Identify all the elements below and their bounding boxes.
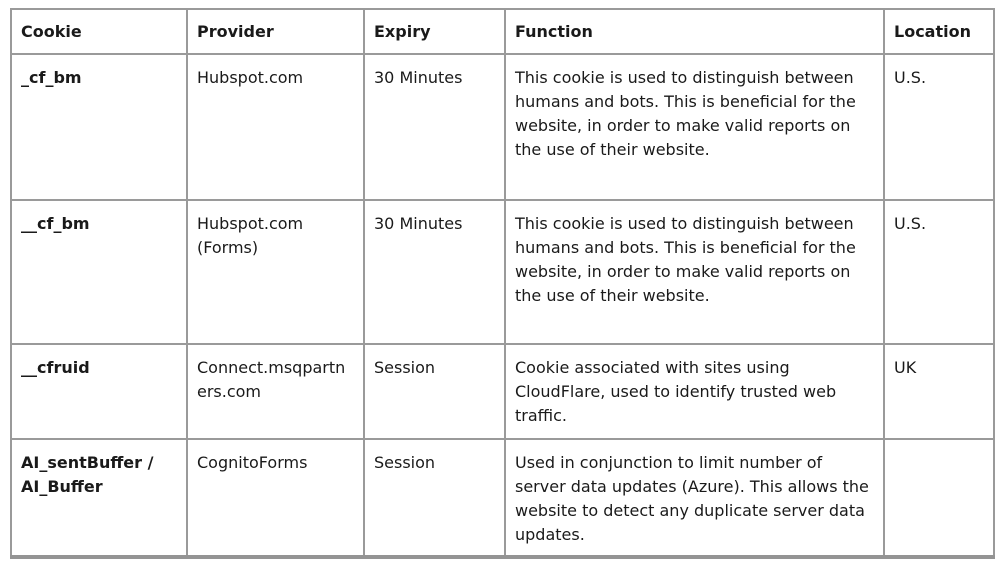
function-cell: Used in conjunction to limit number of server data updates (Azure). This allows the website to detect any duplicate server data updates. [505, 439, 884, 557]
expiry-cell: 30 Minutes [364, 200, 505, 344]
provider-cell: Connect.msqpartners.com [187, 344, 364, 439]
table-row [11, 344, 994, 439]
table-row [11, 439, 994, 557]
table-header-row [11, 9, 994, 54]
cookie-table [10, 8, 995, 559]
cookie-policy-table-container [10, 8, 995, 559]
location-cell: U.S. [884, 54, 994, 200]
expiry-cell: Session [364, 344, 505, 439]
location-cell: UK [884, 344, 994, 439]
table-row [11, 54, 994, 200]
location-cell [884, 439, 994, 557]
function-cell: Cookie associated with sites using CloudFlare, used to identify trusted web traffic. [505, 344, 884, 439]
function-cell: This cookie is used to distinguish between humans and bots. This is beneficial for the website, in order to make valid reports on the use of their website. [505, 200, 884, 344]
function-cell: This cookie is used to distinguish between humans and bots. This is beneficial for the website, in order to make valid reports on the use of their website. [505, 54, 884, 200]
provider-cell: Hubspot.com (Forms) [187, 200, 364, 344]
location-cell: U.S. [884, 200, 994, 344]
function-column-header: Function [505, 9, 884, 54]
expiry-cell: 30 Minutes [364, 54, 505, 200]
cookie-cell: __cf_bm [11, 200, 187, 344]
cookie-cell: AI_sentBuffer / AI_Buffer [11, 439, 187, 557]
provider-cell: Hubspot.com [187, 54, 364, 200]
table-row [11, 200, 994, 344]
expiry-cell: Session [364, 439, 505, 557]
cookie-cell: __cfruid [11, 344, 187, 439]
location-column-header: Location [884, 9, 994, 54]
cookie-column-header: Cookie [11, 9, 187, 54]
cookie-cell: _cf_bm [11, 54, 187, 200]
provider-cell: CognitoForms [187, 439, 364, 557]
provider-column-header: Provider [187, 9, 364, 54]
expiry-column-header: Expiry [364, 9, 505, 54]
